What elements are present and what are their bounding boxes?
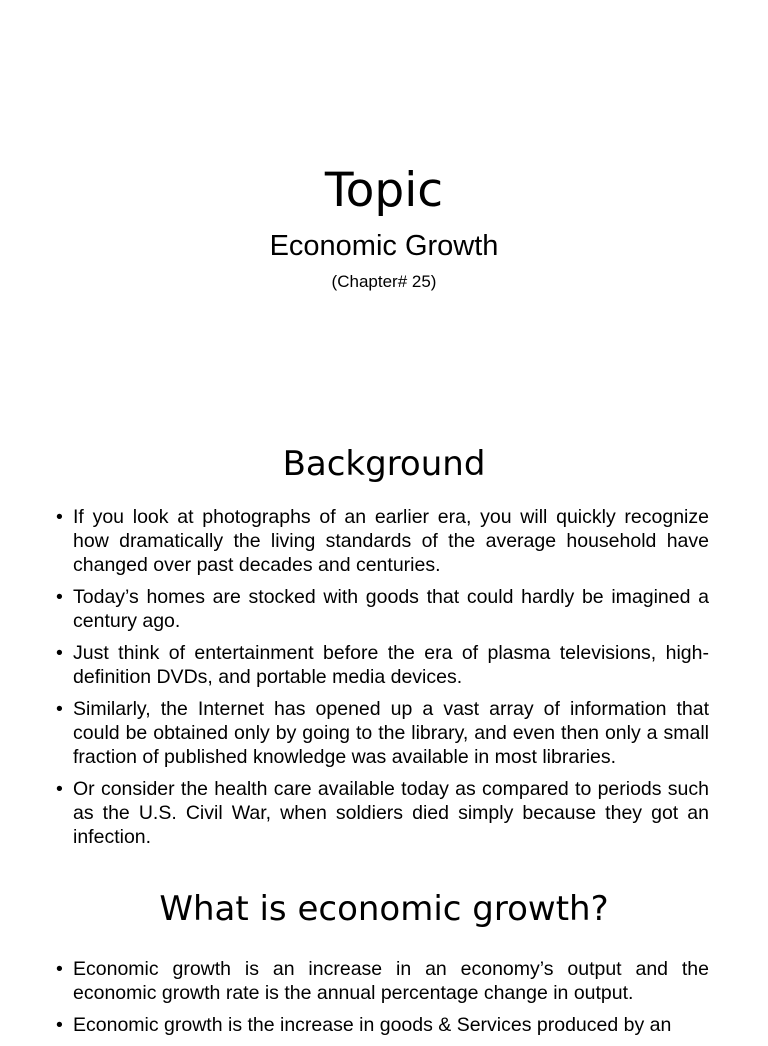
definition-heading: What is economic growth? — [159, 889, 609, 929]
bullet-item — [56, 778, 709, 849]
bullet-item — [56, 698, 709, 769]
bullet-icon: • — [56, 698, 63, 721]
bullet-icon: • — [56, 1014, 63, 1037]
bullet-item — [56, 642, 709, 690]
bullet-text: Economic growth is an increase in an economy’s output and the economic growth rate is the annual percentage change in output. — [73, 958, 709, 1004]
bullet-icon: • — [56, 585, 63, 608]
bullet-item — [56, 958, 709, 1006]
background-heading: Background — [282, 444, 486, 484]
bullet-item — [56, 586, 709, 634]
background-bullet-list — [56, 506, 709, 858]
definition-bullet-list — [56, 958, 709, 1046]
bullet-text: Or consider the health care available today as compared to periods such as the U.S. Civil War, when soldiers died simply because they got an infection. — [73, 777, 709, 848]
bullet-icon: • — [56, 506, 63, 528]
bullet-icon: • — [56, 641, 63, 664]
bullet-icon: • — [56, 958, 63, 980]
bullet-text: Similarly, the Internet has opened up a vast array of information that could be obtained only by going to the library, and even then only a small fraction of published knowledge was available in most libraries. — [73, 698, 709, 768]
chapter-label: (Chapter# 25) — [331, 272, 437, 291]
bullet-icon: • — [56, 777, 63, 800]
bullet-text: Economic growth is the increase in goods & Services produced by an — [73, 1014, 672, 1037]
topic-title: Topic — [324, 163, 444, 218]
bullet-text: If you look at photographs of an earlier era, you will quickly recognize how dramatically the living standards of the average household have changed over past decades and centuries. — [73, 506, 709, 576]
bullet-item — [56, 506, 709, 577]
bullet-text: Today’s homes are stocked with goods that could hardly be imagined a century ago. — [73, 585, 709, 632]
bullet-item — [56, 1014, 709, 1038]
bullet-text: Just think of entertainment before the era of plasma televisions, high-definition DVDs, and portable media devices. — [73, 641, 709, 688]
topic-subtitle: Economic Growth — [269, 230, 499, 262]
